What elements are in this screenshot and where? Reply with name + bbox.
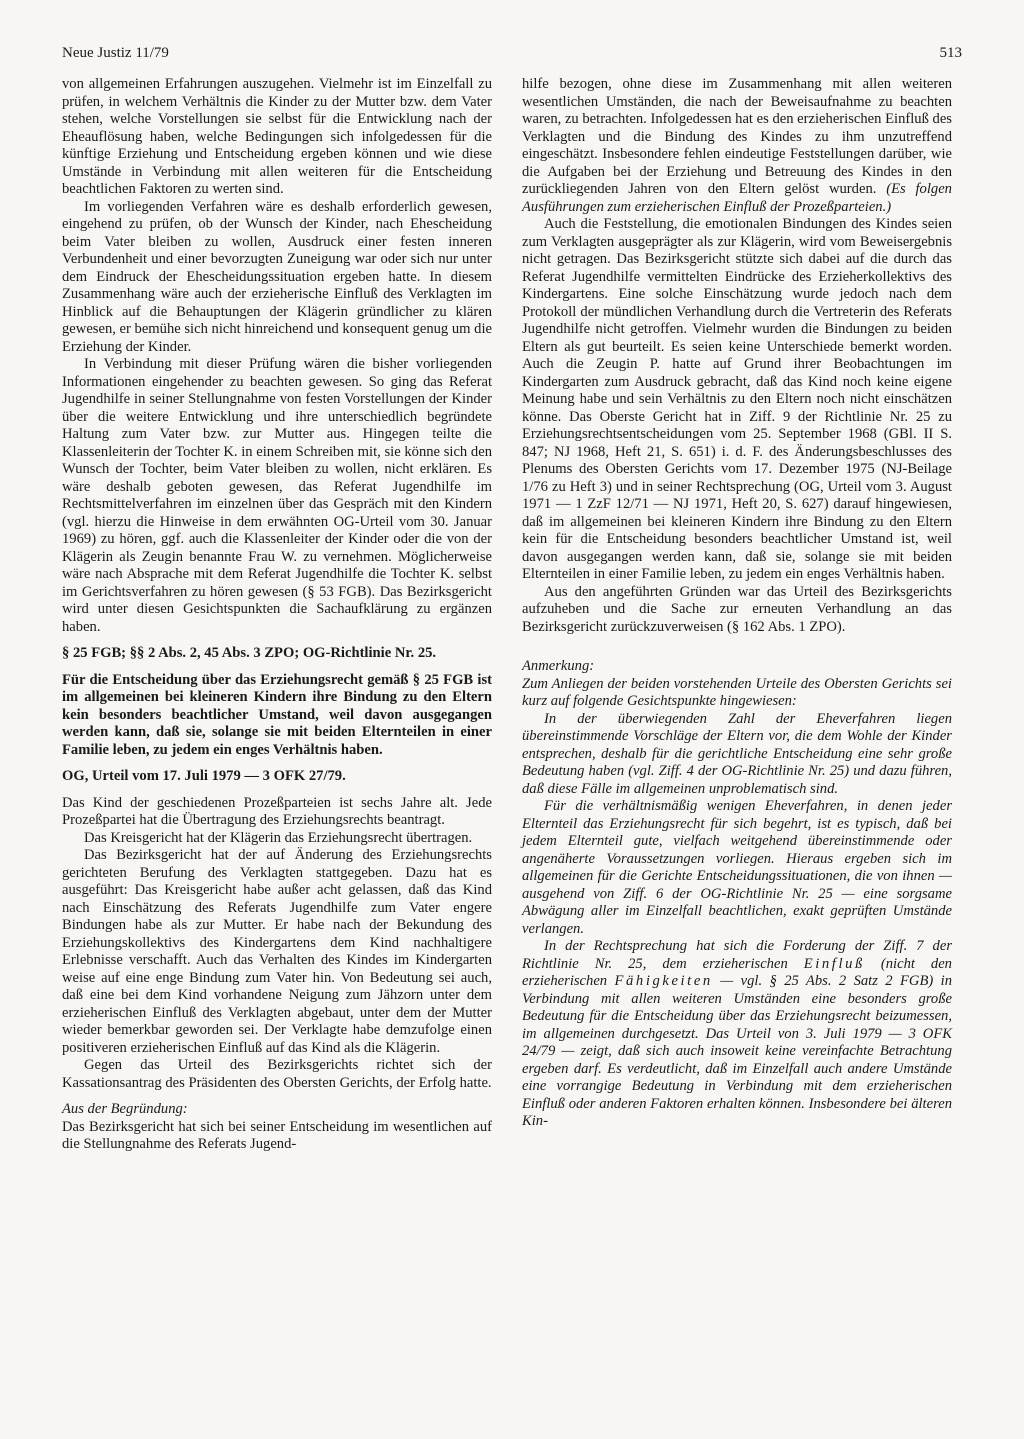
paragraph: In Verbindung mit dieser Prüfung wären die bisher vorliegenden Informationen eingehender zu beachten gewesen. So ging das Referat Jugendhilfe in seiner Stellungnahme von festen Vorstellungen der Kinder über die weitere Entwicklung und ihre unterschiedlich begründete Haltung zum Vater bzw. zur Mutter aus. Hingegen teilte die Klassenleiterin der Tochter K. in einem Schreiben mit, sie könne sich den Wunsch der Tochter, beim Vater bleiben zu wollen, nicht erklären. Es wäre deshalb geboten gewesen, das Referat Jugendhilfe im Rechtsmittelverfahren im einzelnen über das Gespräch mit den Kindern (vgl. hierzu die Hinweise in dem erwähnten OG-Urteil vom 30. Januar 1969) zu hören, ggf. auch die Klassenleiter der Kinder oder die von der Klägerin als Zeugin benannte Frau W. zu vernehmen. Möglicherweise wäre nach Absprache mit dem Referat Jugendhilfe die Tochter K. selbst im Gerichtsverfahren zu hören gewesen (§ 53 FGB). Das Bezirksgericht wird unter diesen Gesichtspunkten die Sachaufklärung zu ergänzen haben. [62, 356, 492, 635]
note-text: In der Rechtsprechung hat sich die Forderung der Ziff. 7 der Richtlinie Nr. 25, dem erzieherischen [522, 938, 952, 972]
spaced-term: Fähigkeiten [614, 973, 713, 989]
paragraph: Aus den angeführten Gründen war das Urteil des Bezirksgerichts aufzuheben und die Sache zur erneuten Verhandlung an das Bezirksgericht zurückzuverweisen (§ 162 Abs. 1 ZPO). [522, 583, 952, 635]
note-text: — vgl. § 25 Abs. 2 Satz 2 FGB) in Verbindung mit allen weiteren Umständen eine besonders große Bedeutung für die Entscheidung über das Erziehungsrecht beizumessen, im allgemeinen durchgesetzt. Das Urteil von 3. Juli 1979 — 3 OFK 24/79 — zeigt, daß sich auch insoweit keine vereinfachte Betrachtung ergeben darf. Es verdeutlicht, daß im Einzelfall auch andere Umstände eine vorrangige Bedeutung in Verbindung mit dem erzieherischen Einfluß oder anderen Faktoren erhalten können. Insbesondere bei älteren Kin- [522, 973, 952, 1129]
paragraph: Das Kind der geschiedenen Prozeßparteien ist sechs Jahre alt. Jede Prozeßpartei hat die Übertragung des Erziehungsrechts beantragt. [62, 794, 492, 828]
note-paragraph: Für die verhältnismäßig wenigen Eheverfahren, in denen jeder Elternteil das Erziehungsrecht für sich begehrt, ist es typisch, daß bei jedem Elternteil gute, vielfach weitgehend übereinstimmende oder angenäherte Voraussetzungen vorliegen. Hieraus ergeben sich im allgemeinen für die Gerichte Entscheidungssituationen, die von ihnen — ausgehend von Ziff. 6 der OG-Richtlinie Nr. 25 — eine sorgsame Abwägung aller im Einzelfall beachtlichen, exakt geprüften Umstände verlangen. [522, 798, 952, 937]
left-column [62, 76, 492, 1154]
reasons-heading: Aus der Begründung: [62, 1101, 188, 1117]
headnote: Für die Entscheidung über das Erziehungsrecht gemäß § 25 FGB ist im allgemeinen bei kleineren Kindern ihre Bindung zu den Eltern kein besonders beachtlicher Umstand, weil davon ausgegangen werden kann, daß sie, solange sie mit beiden Elternteilen in einer Familie leben, zu jedem ein enges Verhältnis haben. [62, 671, 492, 758]
note-heading: Anmerkung: [522, 658, 595, 674]
page-number: 513 [939, 45, 962, 61]
citation-heading: § 25 FGB; §§ 2 Abs. 2, 45 Abs. 3 ZPO; OG-Richtlinie Nr. 25. [62, 645, 437, 661]
paragraph: Das Bezirksgericht hat der auf Änderung des Erziehungsrechts gerichteten Berufung des Verklagten stattgegeben. Dazu hat es ausgeführt: Das Kreisgericht habe außer acht gelassen, daß das Kind nach Einschätzung des Referats Jugendhilfe zum Vater engere Bindungen habe als zur Mutter. Er habe nach der Bekundung des Erziehungskollektivs des Kindergartens dem Kind nachhaltigere Erlebnisse verschafft. Auch das Verhalten des Kindes im Kindergarten weise auf eine enge Bindung zum Vater hin. Von Bedeutung sei auch, daß eine bei dem Kind vorhandene Neigung zum Jähzorn unter dem erzieherischen Einfluß des Verklagten abgebaut, unter dem der Mutter wieder bemerkbar geworden sei. Der Verklagte habe demzufolge einen positiveren erzieherischen Einfluß auf das Kind als die Klägerin. [62, 847, 492, 1056]
right-column [522, 76, 952, 1131]
paragraph: Auch die Feststellung, die emotionalen Bindungen des Kindes seien zum Verklagten ausgeprägter als zur Klägerin, wird vom Beweisergebnis nicht getragen. Das Bezirksgericht stützte sich dabei auf die durch das Referat Jugendhilfe vermittelten Eindrücke des Erzieherkollektivs des Kindergartens. Eine solche Einschätzung wurde jedoch nach dem Protokoll der mündlichen Verhandlung durch die Vertreterin des Referats Jugendhilfe nicht getroffen. Vielmehr wurden die Bindungen zu beiden Eltern als gut beurteilt. Es seien keine Unterschiede bemerkt worden. Auch die Zeugin P. hatte auf Grund ihrer Beobachtungen im Kindergarten zum Ausdruck gebracht, daß das Kind noch keine eigene Meinung habe und sein Verhältnis zu den Eltern noch nicht einschätzen könne. Das Oberste Gericht hat in Ziff. 9 der Richtlinie Nr. 25 zu Erziehungsrechtsentscheidungen vom 25. September 1968 (GBl. II S. 847; NJ 1968, Heft 21, S. 651) i. d. F. des Änderungsbeschlusses des Plenums des Obersten Gerichts vom 17. Dezember 1975 (NJ-Beilage 1/76 zu Heft 3) und in seiner Rechtsprechung (OG, Urteil vom 3. August 1971 — 1 ZzF 12/71 — NJ 1971, Heft 20, S. 627) darauf hingewiesen, daß im allgemeinen bei kleineren Kindern ihre Bindung zu den Eltern kein für die Entscheidung besonders beachtlicher Umstand ist, weil davon ausgegangen werden kann, daß sie, solange sie mit beiden Elternteilen in einer Familie leben, zu jedem ein enges Verhältnis haben. [522, 216, 952, 582]
omission-note: (Es folgen Ausführungen zum erzieherischen Einfluß der Prozeßparteien.) [522, 181, 952, 215]
spaced-term: Einfluß [803, 955, 865, 972]
paragraph [522, 76, 952, 216]
paragraph-text: hilfe bezogen, ohne diese im Zusammenhang mit allen weiteren wesentlichen Umständen, die nach der Beweisaufnahme zu beachten waren, zu betrachten. Infolgedessen hat es den erzieherischen Einfluß des Verklagten und die Bindung des Kindes zu ihm unzutreffend eingeschätzt. Insbesondere fehlen eindeutige Feststellungen darüber, wie die Aufgaben bei der Erziehung und Betreuung des Kindes in den zurückliegenden Jahren von den Eltern gelöst wurden. [522, 76, 952, 197]
note-text: (nicht den erzieherischen [522, 955, 952, 989]
page-header [62, 45, 962, 69]
paragraph: von allgemeinen Erfahrungen auszugehen. Vielmehr ist im Einzelfall zu prüfen, in welchem Verhältnis die Kinder zu der Mutter bzw. dem Vater stehen, welche Vorstellungen sie selbst für die Entwicklung nach der Eheauflösung haben, welche Bedingungen sich infolgedessen für die künftige Erziehung und Entscheidung ergeben können und wie diese Umstände in Verbindung mit allen weiteren für die Entscheidung beachtlichen Faktoren zu werten sind. [62, 76, 492, 197]
note-paragraph: Zum Anliegen der beiden vorstehenden Urteile des Obersten Gerichts sei kurz auf folgende Gesichtspunkte hingewiesen: [522, 675, 952, 709]
paragraph: Im vorliegenden Verfahren wäre es deshalb erforderlich gewesen, eingehend zu prüfen, ob der Wunsch der Kinder, nach Ehescheidung beim Vater bleiben zu wollen, Ausdruck einer festen inneren Verbundenheit und einer bevorzugten Zuneigung war oder sich nur unter dem Eindruck der Ehescheidungssituation ergeben hatte. In diesem Zusammenhang wäre auch der erzieherische Einfluß des Verklagten im Hinblick auf die Behauptungen der Klägerin gründlicher zu klären gewesen, er bemühe sich nicht hinreichend und konsequent genug um die Erziehung der Kinder. [62, 198, 492, 355]
note-paragraph: In der überwiegenden Zahl der Eheverfahren liegen übereinstimmende Vorschläge der Eltern vor, die dem Wohle der Kinder entsprechen, deshalb für die gerichtliche Entscheidung eine sehr große Bedeutung haben (vgl. Ziff. 4 der OG-Richtlinie Nr. 25) und dazu führen, daß diese Fälle im allgemeinen unproblematisch sind. [522, 710, 952, 797]
note-paragraph [522, 938, 952, 1131]
ruling-reference: OG, Urteil vom 17. Juli 1979 — 3 OFK 27/79. [62, 768, 346, 784]
paragraph: Gegen das Urteil des Bezirksgerichts richtet sich der Kassationsantrag des Präsidenten des Obersten Gerichts, der Erfolg hatte. [62, 1057, 492, 1091]
journal-issue: Neue Justiz 11/79 [62, 45, 169, 61]
paragraph: Das Kreisgericht hat der Klägerin das Erziehungsrecht übertragen. [84, 829, 473, 846]
paragraph: Das Bezirksgericht hat sich bei seiner Entscheidung im wesentlichen auf die Stellungnahme des Referats Jugend- [62, 1118, 492, 1152]
